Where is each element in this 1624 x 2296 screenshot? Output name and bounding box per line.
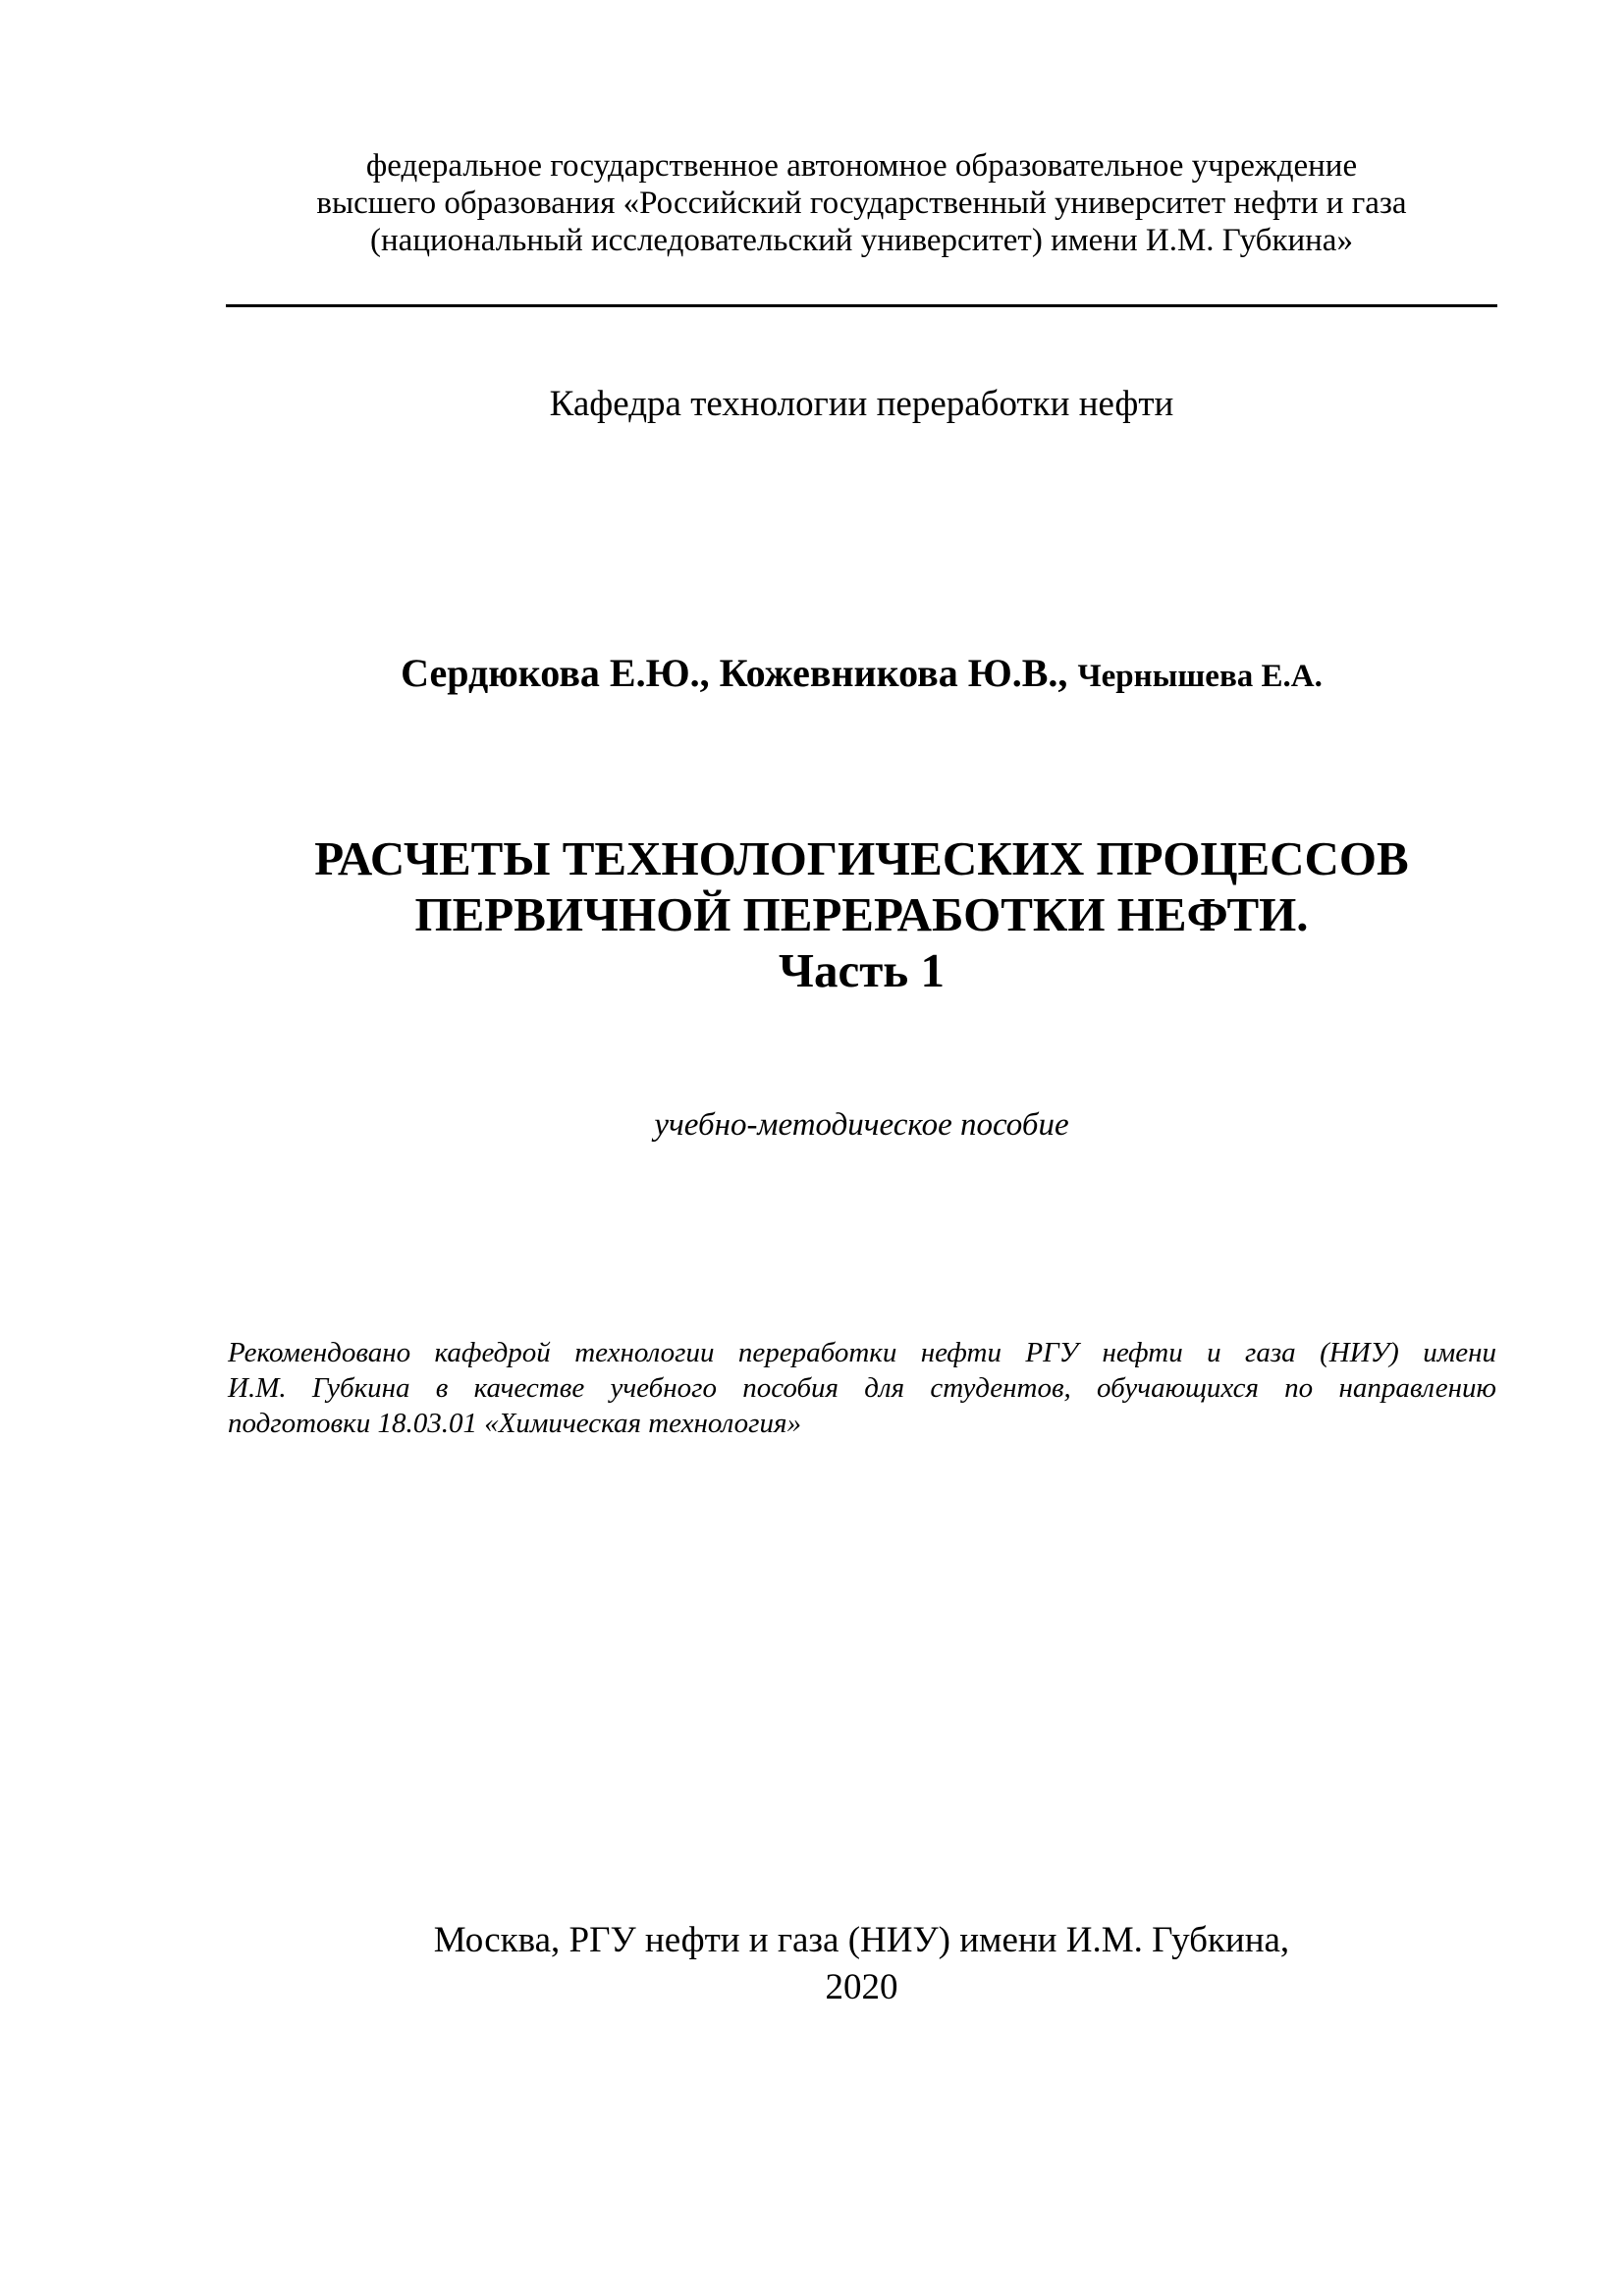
department-name: Кафедра технологии переработки нефти xyxy=(549,384,1174,424)
recommendation-line-3: подготовки 18.03.01 «Химическая технология» xyxy=(228,1408,801,1439)
title-line-3: Часть 1 xyxy=(779,943,945,997)
header-divider xyxy=(226,304,1497,307)
authors xyxy=(226,650,1497,700)
imprint-year: 2020 xyxy=(825,1967,898,2007)
document-type: учебно-методическое пособие xyxy=(654,1107,1069,1143)
imprint-place-publisher: Москва, РГУ нефти и газа (НИУ) имени И.М. Губкина, xyxy=(433,1920,1290,1960)
institution-line-2: высшего образования «Российский государственный университет нефти и газа xyxy=(316,186,1407,221)
recommendation-line-1: Рекомендовано кафедрой технологии переработки нефти РГУ нефти и газа (НИУ) имени xyxy=(228,1337,1496,1368)
recommendation-note xyxy=(228,1335,1496,1441)
institution-line-1: федеральное государственное автономное образовательное учреждение xyxy=(365,148,1358,184)
title-line-1: РАСЧЕТЫ ТЕХНОЛОГИЧЕСКИХ ПРОЦЕССОВ xyxy=(314,831,1409,885)
document-title xyxy=(226,830,1497,998)
institution-line-3: (национальный исследовательский университет) имени И.М. Губкина» xyxy=(370,223,1353,258)
author-3: Чернышева Е.А. xyxy=(1077,659,1323,694)
title-line-2: ПЕРВИЧНОЙ ПЕРЕРАБОТКИ НЕФТИ. xyxy=(414,887,1309,941)
author-1: Сердюкова Е.Ю., xyxy=(401,651,710,695)
institution-header xyxy=(226,147,1497,259)
author-2: Кожевникова Ю.В., xyxy=(719,651,1068,695)
recommendation-line-2: И.М. Губкина в качестве учебного пособия для студентов, обучающихся по направлению xyxy=(228,1372,1496,1404)
imprint xyxy=(226,1917,1497,2011)
